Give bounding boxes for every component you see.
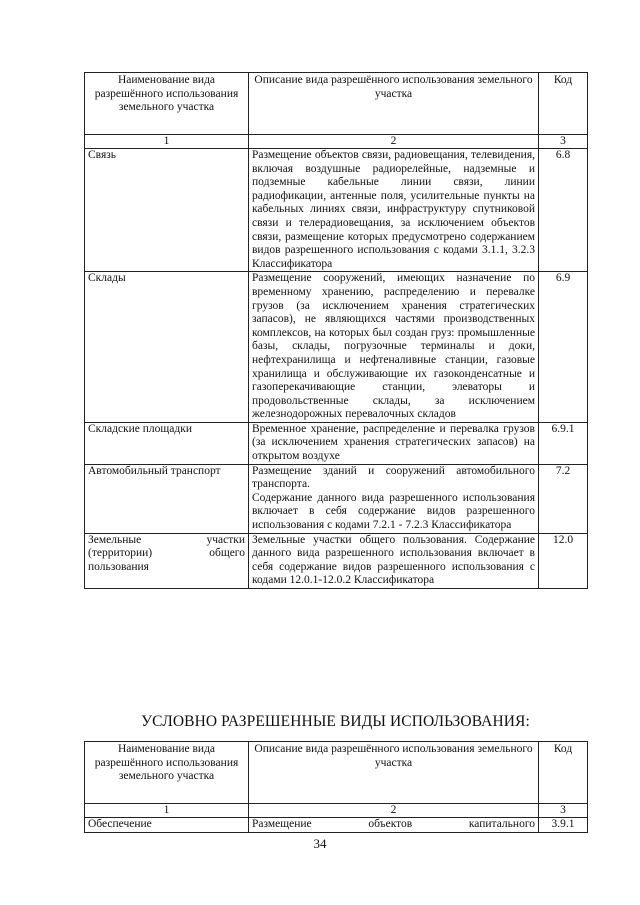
- header-description: Описание вида разрешённого использования земельного участка: [249, 742, 539, 804]
- use-description-continued: Содержание данного вида разрешенного использования включает в себя содержание видов разрешенного использования с кодами 7.2.1 - 7.2.3 Классификатора: [252, 491, 535, 532]
- section-heading: УСЛОВНО РАЗРЕШЕННЫЕ ВИДЫ ИСПОЛЬЗОВАНИЯ:: [141, 713, 530, 730]
- header-name: Наименование вида разрешённого использования земельного участка: [85, 742, 249, 804]
- use-name: Склады: [85, 272, 249, 423]
- column-number: 3: [539, 135, 588, 149]
- use-description-cell: [249, 464, 539, 533]
- table-row: [85, 464, 588, 533]
- table-header-row: [85, 742, 588, 804]
- use-code: 6.9.1: [539, 422, 588, 464]
- column-number: 2: [249, 804, 539, 818]
- header-name: Наименование вида разрешённого использования земельного участка: [85, 73, 249, 135]
- column-number: 1: [85, 135, 249, 149]
- use-name: Земельные участки (территории) общего пользования: [85, 533, 249, 588]
- table-row: [85, 533, 588, 588]
- header-description: Описание вида разрешённого использования земельного участка: [249, 73, 539, 135]
- column-number: 3: [539, 804, 588, 818]
- page-number: 34: [313, 836, 327, 851]
- column-number-row: [85, 135, 588, 149]
- use-code: 12.0: [539, 533, 588, 588]
- table-row: [85, 272, 588, 423]
- use-description: Размещение объектов капитального: [249, 818, 539, 833]
- use-name: Автомобильный транспорт: [85, 464, 249, 533]
- use-code: 3.9.1: [539, 818, 588, 833]
- use-code: 6.9: [539, 272, 588, 423]
- use-description: Размещение объектов связи, радиовещания, телевидения, включая воздушные радиорелейные, надземные и подземные кабельные линии связи, линии радиофикации, антенные поля, усилительные пункты на кабельных линиях связи, инфраструктуру спутниковой связи и телерадиовещания, за исключением объектов связи, размещение которых предусмотрено содержанием видов разрешенного использования с кодами 3.1.1, 3.2.3 Классификатора: [249, 149, 539, 272]
- conditionally-permitted-uses-table: [84, 741, 588, 833]
- column-number: 1: [85, 804, 249, 818]
- use-name: Обеспечение: [85, 818, 249, 833]
- use-code: 7.2: [539, 464, 588, 533]
- use-description: Земельные участки общего пользования. Содержание данного вида разрешенного использования включает в себя содержание видов разрешенного использования с кодами 12.0.1-12.0.2 Классификатора: [249, 533, 539, 588]
- column-number: 2: [249, 135, 539, 149]
- table-row: [85, 422, 588, 464]
- use-description: Размещение зданий и сооружений автомобильного транспорта.: [252, 464, 535, 491]
- table-row: [85, 149, 588, 272]
- table-row: [85, 818, 588, 833]
- use-name: Связь: [85, 149, 249, 272]
- column-number-row: [85, 804, 588, 818]
- header-code: Код: [539, 73, 588, 135]
- use-description: Временное хранение, распределение и перевалка грузов (за исключением хранения стратегических запасов) на открытом воздухе: [249, 422, 539, 464]
- use-description: Размещение сооружений, имеющих назначение по временному хранению, распределению и перевалке грузов (за исключением хранения стратегических запасов), не являющихся частями производственных комплексов, на которых был создан груз: промышленные базы, склады, погрузочные терминалы и доки, нефтехранилища и нефтеналивные станции, газовые хранилища и обслуживающие их газоконденсатные и газоперекачивающие станции, элеваторы и продовольственные склады, за исключением железнодорожных перевалочных складов: [249, 272, 539, 423]
- use-code: 6.8: [539, 149, 588, 272]
- header-code: Код: [539, 742, 588, 804]
- use-name: Складские площадки: [85, 422, 249, 464]
- table-header-row: [85, 73, 588, 135]
- permitted-uses-table: [84, 72, 588, 589]
